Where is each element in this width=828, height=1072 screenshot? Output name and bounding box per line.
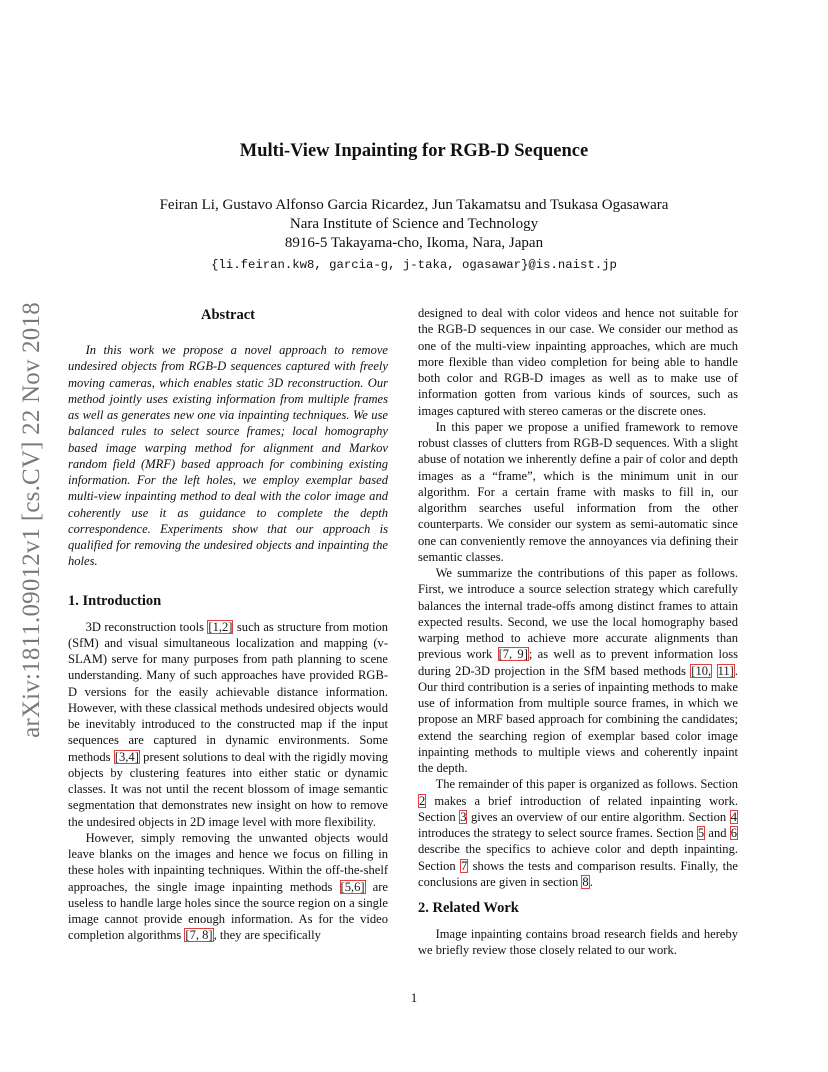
text-run: such as structure from motion (SfM) and visual simultaneous localization and mapping (v-SLAM) serve for many purposes from path planning to scene understanding. Many of such approaches have provided RGB-D versions for the easily achievable distance information. However, with these classical methods undesired objects would be inevitably introduced to the constructed map if the input sequences are captured in dynamic environments. Some methods bbox=[68, 619, 388, 764]
citation-link[interactable]: 11] bbox=[717, 663, 734, 678]
text-run: and bbox=[705, 826, 730, 840]
text-run: shows the tests and comparison results. Finally, the conclusions are given in section bbox=[418, 858, 738, 889]
intro-paragraph-2-continued: designed to deal with color videos and hence not suitable for the RGB-D sequences in our case. We consider our method as one of the multi-view inpainting approaches, which are much more flexible than video completion for being able to handle both color and RGB-D images as well as to make use of information gotten from various kinds of sources, such as images captured with stereo cameras or the discrete ones. bbox=[418, 306, 738, 418]
intro-paragraph-2 bbox=[68, 830, 388, 944]
organization-paragraph bbox=[418, 776, 738, 890]
citation-link[interactable]: [1,2] bbox=[208, 619, 233, 634]
text-run: present solutions to deal with the rigidly moving objects by clustering features into either static or dynamic classes. It was not until the recent blossom of image semantic segmentation that demonstrates new insight on how to remove the undesired objects in 2D image level with more flexibility. bbox=[68, 749, 388, 829]
section-link[interactable]: 7 bbox=[461, 858, 468, 873]
text-run: ; as well as to prevent information loss during 2D-3D projection in the SfM based methods bbox=[418, 647, 738, 678]
citation-link[interactable]: [10, bbox=[691, 663, 712, 678]
text-run: , they are specifically bbox=[213, 928, 321, 943]
contributions-paragraph bbox=[418, 565, 738, 776]
text-run: However, simply removing the unwanted objects would leave blanks on the images and hence we focus on filling in these holes with inpainting techniques. Within the off-the-shelf approaches, the single image inpainting methods bbox=[68, 830, 388, 894]
section-link[interactable]: 8 bbox=[582, 874, 589, 889]
text-run: The remainder of this paper is organized as follows. Section bbox=[435, 777, 738, 792]
citation-link[interactable]: [7, 9] bbox=[498, 647, 528, 662]
citation-link[interactable]: [5,6] bbox=[340, 879, 365, 894]
text-run: are useless to handle large holes since the source region on a single image cannot provide enough information. As for the video completion algorithms bbox=[68, 879, 388, 943]
abstract-heading: Abstract bbox=[201, 307, 255, 323]
section-heading-related-work: 2. Related Work bbox=[418, 900, 519, 916]
left-column bbox=[68, 306, 388, 944]
author-emails: {li.feiran.kw8, garcia-g, j-taka, ogasawar}@is.naist.jp bbox=[211, 258, 617, 272]
author-address: 8916-5 Takayama-cho, Ikoma, Nara, Japan bbox=[284, 235, 544, 251]
text-run: 3D reconstruction tools bbox=[85, 619, 208, 634]
text-run: describe the specifics to achieve color and depth inpainting. Section bbox=[418, 842, 738, 873]
text-run: makes a brief introduction of related inpainting work. Section bbox=[418, 793, 738, 824]
citation-link[interactable]: [3,4] bbox=[114, 749, 139, 764]
arxiv-id[interactable]: arXiv:1811.09012v1 [cs.CV] 22 Nov 2018 bbox=[18, 302, 45, 738]
text-run: We summarize the contributions of this paper as follows. First, we introduce a source selection strategy which carefully balances the internal trade-offs among distinct frames to attain expected results. Second, we use the local homography based warping method to achieve more accurate alignments than previous work bbox=[418, 566, 738, 662]
text-run: . Our third contribution is a series of inpainting methods to make use of information from multiple source frames, in which we propose an MRF based approach for combining the candidates; extend the searching region of exemplar based color image inpainting methods to multiple views and coherently inpaint the depth. bbox=[418, 663, 738, 775]
text-run: gives an overview of our entire algorithm. Section bbox=[467, 809, 730, 824]
author-affiliation: Nara Institute of Science and Technology bbox=[289, 216, 539, 232]
citation-link[interactable]: [7, 8] bbox=[185, 928, 213, 943]
section-link[interactable]: 6 bbox=[730, 826, 737, 840]
author-names: Feiran Li, Gustavo Alfonso Garcia Ricardez, Jun Takamatsu and Tsukasa Ogasawara bbox=[159, 197, 669, 213]
author-block bbox=[0, 196, 828, 275]
section-link[interactable]: 5 bbox=[697, 826, 705, 840]
section-link[interactable]: 2 bbox=[419, 793, 426, 808]
text-run: introduces the strategy to select source frames. Section bbox=[418, 826, 697, 840]
page-number: 1 bbox=[410, 990, 418, 1005]
arxiv-stamp bbox=[12, 280, 52, 760]
abstract-text: In this work we propose a novel approach to remove undesired objects from RGB-D sequences captured with freely moving cameras, which enables static 3D reconstruction. Our method jointly uses existing information from multiple frames as well as generates new one via inpainting techniques. We use balanced rules to select source frames; local homography based image warping method for alignment and Markov random field (MRF) based approach for combining existing information. For the left holes, we employ exemplar based multi-view inpainting method to deal with the color image and coherently use it as guidance to complete the depth correspondence. Experiments show that our approach is qualified for removing the undesired objects and inpainting the holes. bbox=[68, 343, 388, 569]
text-run: . bbox=[589, 874, 593, 889]
related-work-paragraph: Image inpainting contains broad research fields and hereby we briefly review those closely related to our work. bbox=[418, 927, 738, 958]
section-link[interactable]: 4 bbox=[730, 809, 737, 824]
section-link[interactable]: 3 bbox=[460, 809, 467, 824]
right-column bbox=[418, 305, 738, 959]
paper-title: Multi-View Inpainting for RGB-D Sequence bbox=[239, 141, 589, 161]
section-heading-introduction: 1. Introduction bbox=[68, 592, 162, 609]
intro-paragraph-1 bbox=[68, 619, 388, 830]
intro-paragraph-3: In this paper we propose a unified framework to remove robust classes of clutters from RGB-D sequences. With a slight abuse of notation we inherently define a pair of color and depth images as a “frame”, which is the minimum unit in our algorithm. For a certain frame with masks to fill in, our algorithm searches useful information from the other counterparts. We consider our system as semi-automatic since one can conveniently remove the annoyances via defining their semantic classes. bbox=[418, 419, 738, 564]
